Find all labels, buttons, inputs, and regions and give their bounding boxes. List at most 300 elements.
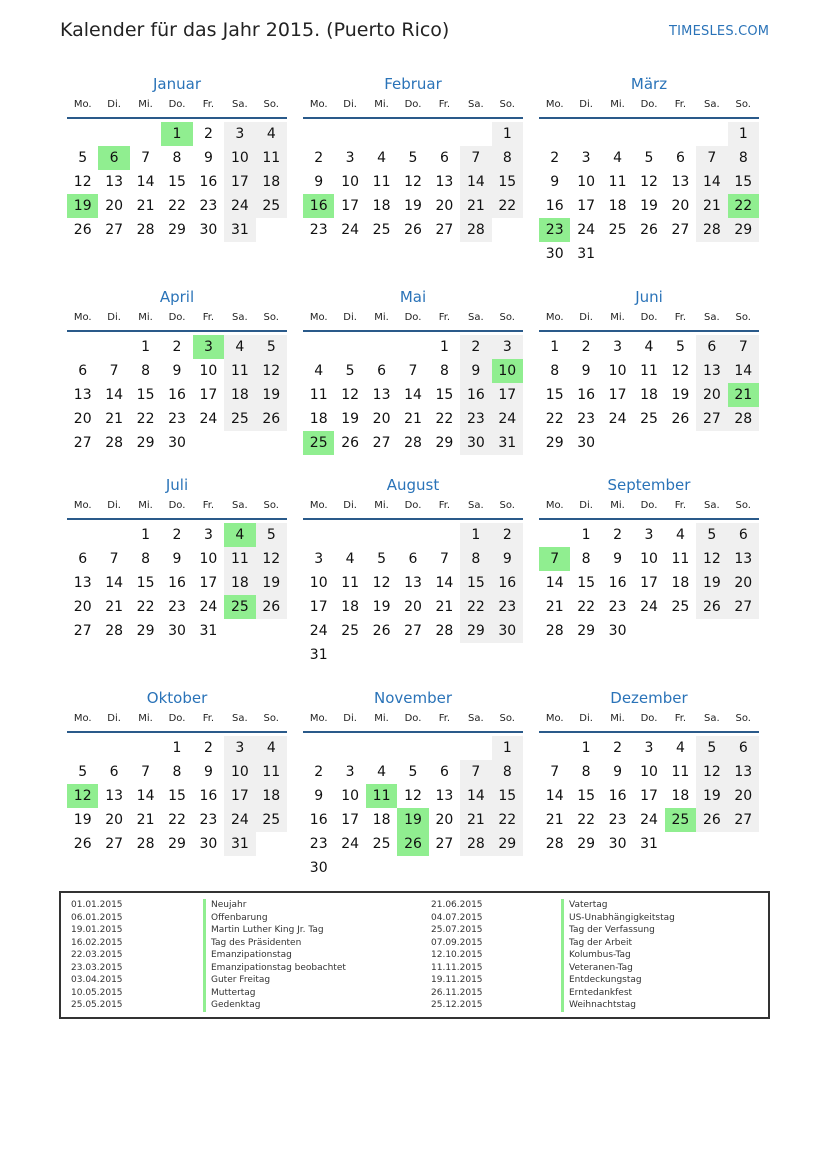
weekday-label: So.: [263, 99, 279, 110]
weekday-label: Sa.: [467, 312, 484, 323]
weekend-day-cell: 5: [696, 523, 727, 547]
weekend-day-cell: 11: [224, 547, 255, 571]
holiday-name: Entdeckungstag: [569, 975, 642, 985]
day-cell: 16: [577, 387, 596, 403]
weekday-label: So.: [499, 500, 515, 511]
holiday-day-cell: 19: [397, 808, 428, 832]
day-cell: 5: [345, 363, 355, 379]
day-cell: 13: [435, 174, 454, 190]
weekday-label: Di.: [579, 713, 593, 724]
month-name: April: [159, 288, 195, 306]
day-cell: 30: [608, 623, 627, 639]
day-cell: 21: [105, 411, 124, 427]
day-cell: 1: [439, 339, 449, 355]
weekday-label: Do.: [404, 713, 422, 724]
weekend-day-cell: 3: [224, 736, 255, 760]
weekend-day-cell: 23: [492, 595, 523, 619]
weekend-day-cell: 28: [696, 218, 727, 242]
day-cell: 6: [377, 363, 387, 379]
day-cell: 12: [372, 575, 391, 591]
day-cell: 8: [172, 764, 182, 780]
weekend-day-cell: 25: [256, 808, 287, 832]
holiday-day-cell: 22: [728, 194, 759, 218]
weekday-label: Di.: [107, 312, 121, 323]
page-title: Kalender für das Jahr 2015. (Puerto Rico): [60, 19, 450, 41]
day-cell: 16: [168, 575, 186, 591]
weekend-day-cell: 28: [460, 218, 491, 242]
day-cell: 26: [73, 836, 92, 852]
day-cell: 2: [581, 339, 591, 355]
day-grid: [67, 520, 287, 670]
day-grid: [539, 733, 759, 883]
day-cell: 30: [168, 623, 186, 639]
day-cell: 20: [671, 198, 690, 214]
day-cell: 2: [172, 339, 182, 355]
day-cell: 6: [408, 551, 418, 567]
day-cell: 31: [640, 836, 658, 852]
weekday-label: Mi.: [374, 500, 389, 511]
weekend-day-cell: 8: [728, 146, 759, 170]
holiday-name: Tag der Verfassung: [569, 925, 655, 935]
month-name: Dezember: [610, 689, 688, 707]
day-cell: 27: [105, 222, 124, 238]
month-name: März: [630, 75, 668, 93]
day-cell: 22: [435, 411, 454, 427]
weekday-label: Mo.: [73, 312, 92, 323]
day-cell: 25: [640, 411, 658, 427]
day-cell: 6: [78, 551, 88, 567]
weekday-label: Mi.: [374, 99, 389, 110]
day-cell: 14: [435, 575, 454, 591]
day-cell: 21: [435, 599, 454, 615]
day-cell: 13: [372, 387, 391, 403]
day-cell: 28: [136, 222, 155, 238]
weekday-label: Fr.: [202, 713, 215, 724]
day-cell: 10: [341, 788, 360, 804]
weekend-day-cell: 27: [696, 407, 727, 431]
day-cell: 27: [73, 623, 92, 639]
month-august: [303, 473, 523, 670]
day-cell: 25: [372, 222, 391, 238]
weekday-label: Sa.: [231, 312, 248, 323]
weekend-day-cell: 9: [492, 547, 523, 571]
day-cell: 28: [545, 623, 564, 639]
weekend-day-cell: 15: [460, 571, 491, 595]
weekend-day-cell: 31: [224, 832, 255, 856]
day-cell: 25: [372, 836, 391, 852]
day-cell: 7: [550, 764, 560, 780]
holiday-name: Emanzipationstag: [211, 950, 292, 960]
weekday-header: [67, 710, 287, 728]
holiday-day-cell: 19: [67, 194, 98, 218]
day-cell: 18: [640, 387, 658, 403]
weekday-header: [303, 497, 523, 515]
weekday-label: Fr.: [438, 713, 451, 724]
weekday-label: Mi.: [610, 312, 625, 323]
holiday-date: 22.03.2015: [71, 950, 123, 960]
day-cell: 4: [314, 363, 324, 379]
day-cell: 4: [345, 551, 355, 567]
day-cell: 4: [675, 740, 685, 756]
weekend-day-cell: 26: [256, 595, 287, 619]
holiday-date: 16.02.2015: [71, 937, 123, 948]
day-cell: 14: [545, 575, 564, 591]
weekend-day-cell: 4: [256, 122, 287, 146]
day-cell: 20: [435, 198, 454, 214]
weekday-label: Mo.: [545, 500, 564, 511]
day-cell: 14: [404, 387, 422, 403]
weekday-label: Mi.: [138, 500, 153, 511]
weekend-day-cell: 21: [696, 194, 727, 218]
weekday-label: Sa.: [231, 713, 248, 724]
weekday-header: [303, 710, 523, 728]
weekend-day-cell: 21: [460, 194, 491, 218]
weekend-day-cell: 18: [224, 383, 255, 407]
weekday-label: Do.: [168, 99, 186, 110]
weekday-label: Do.: [640, 713, 658, 724]
weekday-label: So.: [263, 713, 279, 724]
day-cell: 24: [341, 222, 360, 238]
day-cell: 16: [608, 788, 627, 804]
day-cell: 3: [203, 527, 213, 543]
day-cell: 17: [640, 788, 658, 804]
day-cell: 28: [404, 435, 422, 451]
weekday-label: Mo.: [73, 713, 92, 724]
day-cell: 29: [577, 623, 596, 639]
day-cell: 5: [377, 551, 387, 567]
weekend-day-cell: 8: [492, 760, 523, 784]
day-cell: 17: [640, 575, 658, 591]
holiday-day-cell: 10: [492, 359, 523, 383]
brand-logo-text[interactable]: TIMESLES.COM: [669, 24, 770, 39]
holiday-day-cell: 11: [366, 784, 397, 808]
weekday-label: Do.: [168, 500, 186, 511]
weekend-day-cell: 12: [696, 547, 727, 571]
day-cell: 9: [203, 764, 213, 780]
day-grid: [303, 332, 523, 482]
month-name: Januar: [153, 75, 201, 93]
weekend-day-cell: 6: [728, 523, 759, 547]
day-cell: 25: [608, 222, 627, 238]
weekday-label: Di.: [343, 312, 357, 323]
weekday-label: Do.: [404, 500, 422, 511]
day-cell: 5: [78, 764, 88, 780]
day-cell: 9: [172, 363, 182, 379]
weekend-day-cell: 14: [460, 170, 491, 194]
day-cell: 20: [372, 411, 391, 427]
weekend-day-cell: 23: [460, 407, 491, 431]
month-name: Mai: [399, 288, 427, 306]
day-cell: 5: [644, 150, 654, 166]
holiday-name: Veteranen-Tag: [569, 962, 633, 973]
weekday-label: Mi.: [374, 713, 389, 724]
day-cell: 17: [199, 387, 218, 403]
weekend-day-cell: 1: [728, 122, 759, 146]
month-name: Juni: [635, 288, 663, 306]
day-cell: 2: [203, 740, 213, 756]
day-cell: 26: [404, 222, 422, 238]
day-cell: 16: [545, 198, 564, 214]
holiday-name: Vatertag: [569, 900, 608, 910]
weekday-label: Fr.: [438, 312, 451, 323]
weekend-day-cell: 7: [696, 146, 727, 170]
day-grid: [539, 520, 759, 670]
weekday-label: Sa.: [231, 99, 248, 110]
weekend-day-cell: 14: [696, 170, 727, 194]
month-november: [303, 686, 523, 883]
day-cell: 8: [581, 764, 591, 780]
day-cell: 30: [199, 836, 218, 852]
day-cell: 5: [78, 150, 88, 166]
month-dezember: [539, 686, 759, 883]
holiday-name: Martin Luther King Jr. Tag: [211, 925, 324, 935]
day-cell: 2: [172, 527, 182, 543]
weekday-label: Di.: [107, 99, 121, 110]
weekday-header: [539, 309, 759, 327]
day-cell: 20: [435, 812, 454, 828]
day-cell: 30: [577, 435, 596, 451]
day-cell: 4: [644, 339, 654, 355]
weekend-day-cell: 1: [460, 523, 491, 547]
day-cell: 27: [105, 836, 124, 852]
day-cell: 20: [105, 812, 124, 828]
day-cell: 3: [644, 527, 654, 543]
weekday-label: So.: [735, 99, 751, 110]
day-cell: 23: [199, 812, 218, 828]
day-cell: 24: [640, 599, 658, 615]
day-cell: 29: [168, 222, 186, 238]
day-cell: 9: [581, 363, 591, 379]
day-cell: 8: [439, 363, 449, 379]
day-cell: 30: [309, 860, 328, 876]
holiday-day-cell: 25: [224, 595, 255, 619]
day-cell: 13: [671, 174, 690, 190]
day-cell: 27: [372, 435, 391, 451]
day-grid: [539, 332, 759, 482]
day-cell: 11: [341, 575, 360, 591]
day-cell: 15: [435, 387, 454, 403]
weekday-label: Do.: [404, 312, 422, 323]
day-cell: 9: [550, 174, 560, 190]
weekday-header: [67, 497, 287, 515]
holiday-name: Weihnachtstag: [569, 1000, 636, 1010]
weekday-label: Di.: [579, 312, 593, 323]
holiday-name: Tag des Präsidenten: [211, 937, 302, 948]
weekend-day-cell: 12: [256, 547, 287, 571]
day-grid: [67, 119, 287, 269]
day-cell: 17: [199, 575, 218, 591]
day-cell: 7: [109, 363, 119, 379]
day-cell: 10: [341, 174, 360, 190]
weekday-label: Sa.: [467, 99, 484, 110]
holiday-names-left: [203, 899, 346, 1012]
day-cell: 29: [136, 623, 155, 639]
holiday-list: [59, 891, 770, 1019]
day-cell: 7: [408, 363, 418, 379]
weekend-day-cell: 17: [224, 784, 255, 808]
month-januar: [67, 72, 287, 269]
weekend-day-cell: 5: [696, 736, 727, 760]
holiday-date: 25.12.2015: [431, 1000, 483, 1010]
holiday-name: Tag der Arbeit: [569, 937, 633, 948]
day-cell: 26: [73, 222, 92, 238]
weekend-day-cell: 7: [460, 146, 491, 170]
day-cell: 23: [199, 198, 218, 214]
weekday-label: Do.: [640, 99, 658, 110]
weekend-day-cell: 19: [696, 571, 727, 595]
day-cell: 27: [435, 222, 454, 238]
day-cell: 15: [168, 174, 186, 190]
weekday-label: Di.: [107, 713, 121, 724]
weekday-header: [303, 96, 523, 114]
day-cell: 18: [671, 788, 690, 804]
weekend-day-cell: 26: [256, 407, 287, 431]
weekday-label: Mo.: [545, 99, 564, 110]
day-cell: 2: [203, 126, 213, 142]
weekday-label: Di.: [579, 99, 593, 110]
holiday-name: Emanzipationstag beobachtet: [211, 962, 346, 973]
day-cell: 10: [309, 575, 328, 591]
month-name: Juli: [165, 476, 189, 494]
weekday-label: Mi.: [138, 99, 153, 110]
day-cell: 15: [545, 387, 564, 403]
month-februar: [303, 72, 523, 269]
day-cell: 21: [404, 411, 422, 427]
day-cell: 20: [73, 599, 92, 615]
weekday-label: So.: [735, 500, 751, 511]
weekday-label: Di.: [343, 713, 357, 724]
day-cell: 19: [73, 812, 92, 828]
day-cell: 12: [640, 174, 658, 190]
day-cell: 23: [168, 411, 186, 427]
day-cell: 23: [309, 222, 328, 238]
weekend-day-cell: 28: [460, 832, 491, 856]
weekday-label: Do.: [168, 312, 186, 323]
weekend-day-cell: 25: [256, 194, 287, 218]
day-cell: 9: [203, 150, 213, 166]
weekend-day-cell: 20: [696, 383, 727, 407]
holiday-names-right: [561, 899, 675, 1012]
weekday-label: Fr.: [202, 99, 215, 110]
day-cell: 1: [141, 339, 151, 355]
month-märz: [539, 72, 759, 269]
day-cell: 19: [372, 599, 391, 615]
holiday-date: 23.03.2015: [71, 962, 123, 973]
weekday-label: Di.: [107, 500, 121, 511]
holiday-name: Gedenktag: [211, 1000, 261, 1010]
weekday-label: Mo.: [309, 713, 328, 724]
day-cell: 13: [73, 387, 92, 403]
day-cell: 20: [404, 599, 422, 615]
weekday-label: Mo.: [545, 312, 564, 323]
weekday-label: Do.: [404, 99, 422, 110]
day-cell: 19: [404, 198, 422, 214]
day-cell: 7: [439, 551, 449, 567]
day-cell: 29: [168, 836, 186, 852]
day-cell: 22: [136, 599, 155, 615]
day-cell: 5: [408, 764, 418, 780]
weekday-label: Do.: [168, 713, 186, 724]
month-april: [67, 285, 287, 482]
day-cell: 17: [608, 387, 627, 403]
day-cell: 24: [640, 812, 658, 828]
day-grid: [67, 332, 287, 482]
day-cell: 28: [105, 435, 124, 451]
weekday-label: Mi.: [610, 713, 625, 724]
holiday-date: 04.07.2015: [431, 912, 483, 923]
day-grid: [303, 733, 523, 883]
weekday-label: Mo.: [73, 99, 92, 110]
weekday-label: Sa.: [703, 500, 720, 511]
weekend-day-cell: 20: [728, 571, 759, 595]
day-cell: 1: [581, 527, 591, 543]
day-cell: 23: [608, 812, 627, 828]
weekday-label: Mi.: [610, 500, 625, 511]
weekday-label: Fr.: [202, 500, 215, 511]
weekend-day-cell: 1: [492, 736, 523, 760]
day-cell: 18: [309, 411, 328, 427]
holiday-day-cell: 4: [224, 523, 255, 547]
weekend-day-cell: 28: [728, 407, 759, 431]
weekend-day-cell: 19: [696, 784, 727, 808]
holiday-date: 12.10.2015: [431, 950, 483, 960]
weekday-label: So.: [499, 99, 515, 110]
weekend-day-cell: 17: [492, 383, 523, 407]
day-cell: 13: [404, 575, 422, 591]
day-cell: 13: [435, 788, 454, 804]
holiday-day-cell: 25: [303, 431, 334, 455]
day-cell: 14: [545, 788, 564, 804]
weekday-label: Di.: [579, 500, 593, 511]
day-cell: 16: [309, 812, 328, 828]
holiday-name: Neujahr: [211, 900, 247, 910]
weekend-day-cell: 20: [728, 784, 759, 808]
weekday-label: Do.: [640, 500, 658, 511]
day-cell: 24: [199, 599, 218, 615]
weekday-label: Di.: [343, 99, 357, 110]
holiday-name: Offenbarung: [211, 912, 268, 923]
day-cell: 18: [372, 812, 391, 828]
weekend-day-cell: 5: [256, 523, 287, 547]
weekday-label: Fr.: [674, 500, 687, 511]
weekend-day-cell: 7: [728, 335, 759, 359]
weekend-day-cell: 19: [256, 571, 287, 595]
day-cell: 3: [644, 740, 654, 756]
day-cell: 26: [640, 222, 658, 238]
day-cell: 10: [640, 764, 658, 780]
weekend-day-cell: 27: [728, 595, 759, 619]
day-cell: 30: [199, 222, 218, 238]
day-cell: 16: [168, 387, 186, 403]
day-cell: 15: [136, 575, 155, 591]
day-cell: 22: [577, 812, 596, 828]
day-cell: 6: [78, 363, 88, 379]
weekday-label: Fr.: [202, 312, 215, 323]
holiday-day-cell: 7: [539, 547, 570, 571]
weekday-label: Sa.: [703, 713, 720, 724]
month-name: August: [386, 476, 440, 494]
weekend-day-cell: 24: [492, 407, 523, 431]
day-cell: 29: [545, 435, 564, 451]
weekday-label: Mi.: [138, 312, 153, 323]
weekday-header: [303, 309, 523, 327]
holiday-date: 25.07.2015: [431, 925, 483, 935]
day-cell: 31: [577, 246, 596, 262]
day-cell: 10: [608, 363, 627, 379]
weekday-label: Mi.: [138, 713, 153, 724]
weekend-day-cell: 22: [492, 808, 523, 832]
weekend-day-cell: 10: [224, 760, 255, 784]
